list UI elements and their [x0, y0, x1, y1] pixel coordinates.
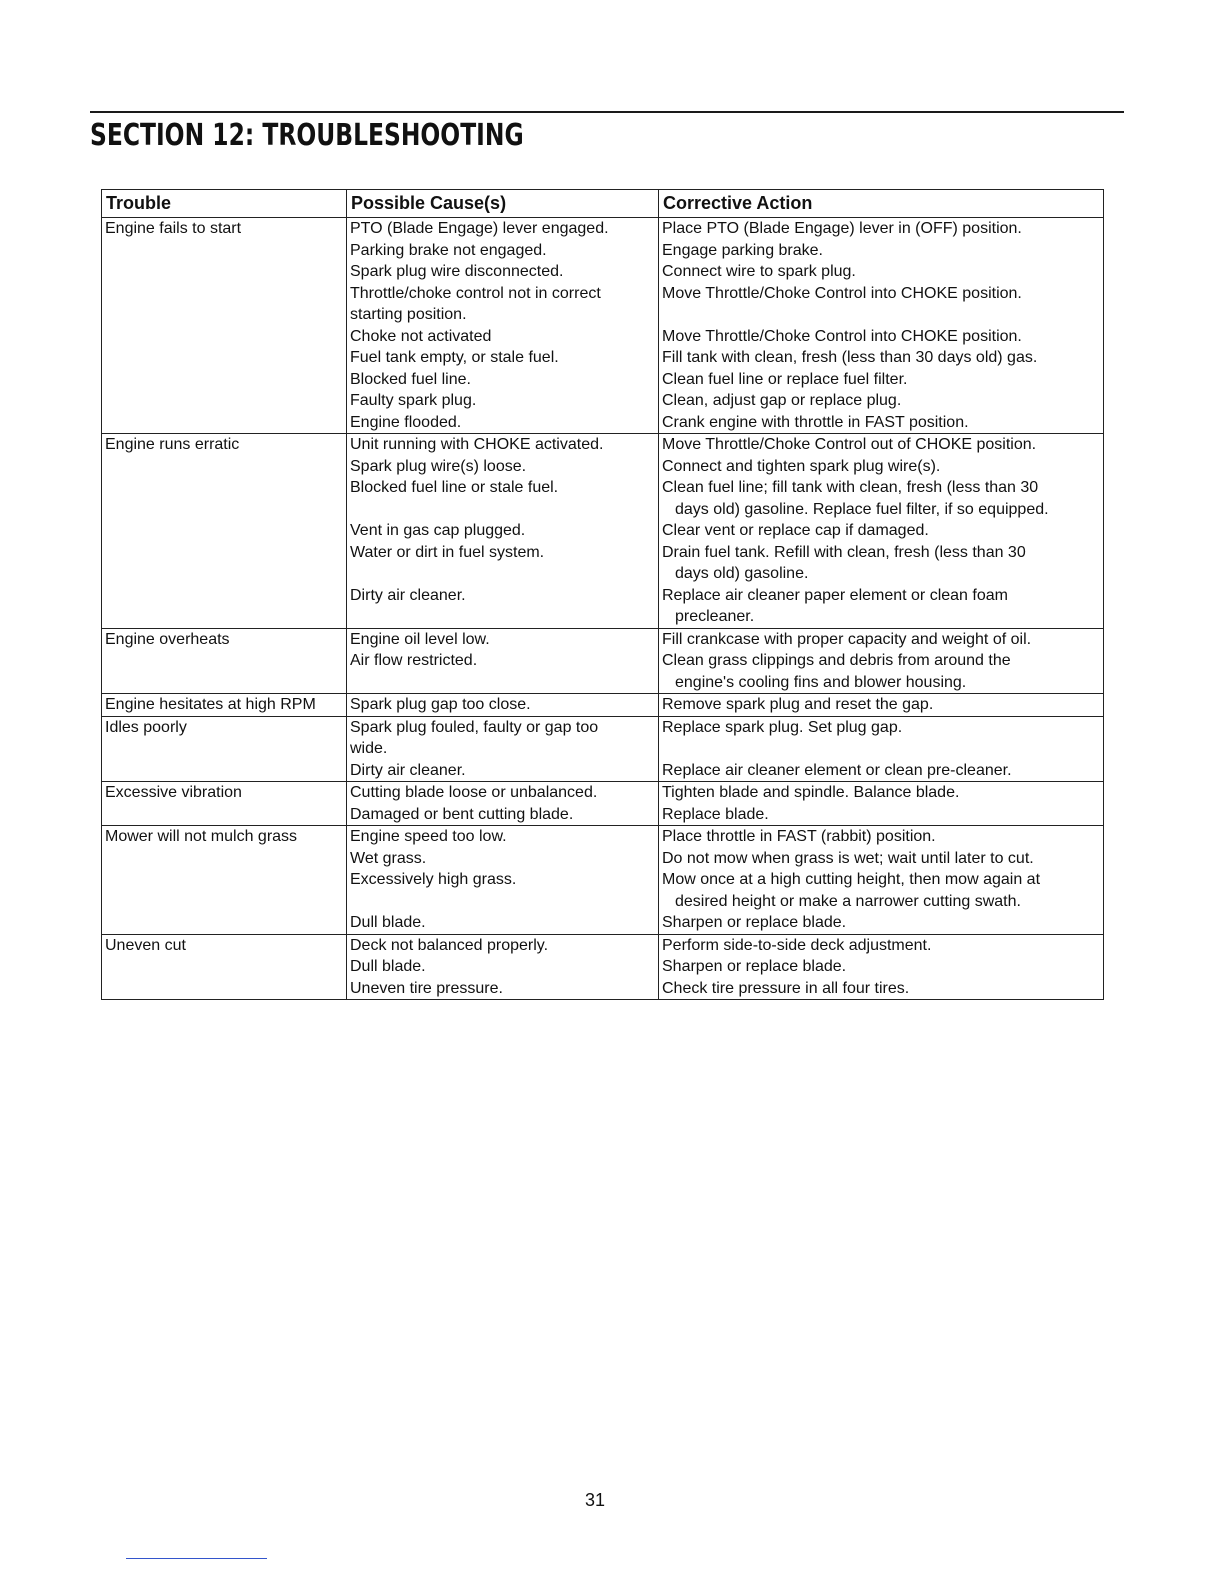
cause-line: Blocked fuel line or stale fuel. — [350, 479, 559, 496]
action-cell — [659, 694, 1104, 717]
cause-line: Water or dirt in fuel system. — [350, 543, 545, 561]
table-header-row — [102, 190, 1104, 218]
cause-line: starting position. — [350, 306, 467, 323]
cause-line — [350, 499, 655, 521]
action-line — [662, 738, 1100, 760]
action-line: Drain fuel tank. Refill with clean, fresh (less than 30 — [662, 543, 1026, 561]
cause-line: Spark plug fouled, faulty or gap too — [350, 718, 599, 736]
cause-line: Fuel tank empty, or stale fuel. — [350, 349, 559, 366]
action-line: Perform side-to-side deck adjustment. — [662, 936, 932, 954]
cause-line: Wet grass. — [350, 849, 427, 867]
bottom-link-underline — [126, 1558, 267, 1559]
action-cell — [659, 826, 1104, 935]
cause-cell — [347, 826, 659, 935]
cause-cell — [347, 934, 659, 1000]
trouble-text: Engine runs erratic — [105, 436, 240, 453]
action-line: Move Throttle/Choke Control out of CHOKE position. — [662, 436, 1037, 453]
cause-line — [350, 606, 655, 628]
cause-cell — [347, 628, 659, 694]
action-line: Place throttle in FAST (rabbit) position. — [662, 828, 936, 845]
trouble-cell — [102, 934, 347, 1000]
trouble-text: Mower will not mulch grass — [105, 828, 298, 845]
action-line: Mow once at a high cutting height, then mow again at — [662, 871, 1041, 888]
header-corrective-action: Corrective Action — [659, 190, 1104, 218]
trouble-cell — [102, 826, 347, 935]
table-body — [102, 218, 1104, 1000]
cause-line: Vent in gas cap plugged. — [350, 522, 526, 539]
trouble-cell — [102, 716, 347, 782]
cause-line: Dull blade. — [350, 914, 426, 931]
page-number: 31 — [584, 1490, 606, 1510]
action-cell — [659, 434, 1104, 629]
table-row — [102, 694, 1104, 717]
table-row — [102, 628, 1104, 694]
action-line: Crank engine with throttle in FAST position. — [662, 413, 969, 431]
action-line: Clean grass clippings and debris from around the — [662, 652, 1011, 669]
trouble-text: Engine fails to start — [105, 220, 242, 237]
header-trouble: Trouble — [102, 190, 347, 218]
action-line: Fill crankcase with proper capacity and weight of oil. — [662, 630, 1032, 648]
cause-line: Spark plug wire disconnected. — [350, 263, 564, 280]
trouble-text: Idles poorly — [105, 718, 187, 736]
cause-line: Uneven tire pressure. — [350, 979, 503, 997]
action-line: Do not mow when grass is wet; wait until later to cut. — [662, 849, 1034, 867]
trouble-cell — [102, 628, 347, 694]
table-row — [102, 782, 1104, 826]
action-line: Tighten blade and spindle. Balance blade. — [662, 784, 960, 801]
action-cell — [659, 628, 1104, 694]
action-cell — [659, 218, 1104, 434]
action-line: Connect and tighten spark plug wire(s). — [662, 457, 941, 475]
cause-line: Parking brake not engaged. — [350, 241, 547, 259]
cause-line: Deck not balanced properly. — [350, 936, 549, 954]
cause-line — [350, 672, 655, 694]
trouble-text: Engine overheats — [105, 630, 230, 648]
table-row — [102, 434, 1104, 629]
action-line: Connect wire to spark plug. — [662, 263, 856, 280]
action-line: engine's cooling fins and blower housing. — [675, 673, 967, 691]
action-line: Clean, adjust gap or replace plug. — [662, 392, 902, 409]
action-line: Fill tank with clean, fresh (less than 30 days old) gas. — [662, 349, 1038, 366]
cause-line: Spark plug wire(s) loose. — [350, 457, 527, 475]
cause-line: Blocked fuel line. — [350, 370, 471, 388]
cause-line: Engine flooded. — [350, 413, 462, 431]
cause-line: Dirty air cleaner. — [350, 586, 466, 604]
action-line: Sharpen or replace blade. — [662, 958, 847, 975]
trouble-text: Uneven cut — [105, 936, 186, 954]
cause-line: Choke not activated — [350, 327, 492, 345]
cause-line: Dirty air cleaner. — [350, 761, 466, 779]
trouble-text: Excessive vibration — [105, 784, 242, 801]
cause-line: Engine oil level low. — [350, 630, 490, 648]
action-line: Replace air cleaner paper element or clean foam — [662, 586, 1008, 604]
action-line: Move Throttle/Choke Control into CHOKE position. — [662, 327, 1022, 345]
action-line: Replace spark plug. Set plug gap. — [662, 718, 903, 736]
cause-line: Faulty spark plug. — [350, 392, 477, 409]
troubleshooting-table — [101, 189, 1104, 1000]
trouble-cell — [102, 782, 347, 826]
cause-line: Cutting blade loose or unbalanced. — [350, 784, 598, 801]
action-line: Clear vent or replace cap if damaged. — [662, 522, 929, 539]
cause-line: Dull blade. — [350, 958, 426, 975]
action-line: Sharpen or replace blade. — [662, 914, 847, 931]
cause-cell — [347, 434, 659, 629]
cause-cell — [347, 782, 659, 826]
action-line: Clean fuel line; fill tank with clean, fresh (less than 30 — [662, 479, 1039, 496]
action-line: desired height or make a narrower cutting swath. — [675, 892, 1021, 910]
section-title: SECTION 12: TROUBLESHOOTING — [90, 118, 524, 153]
cause-line: Damaged or bent cutting blade. — [350, 805, 574, 823]
action-line: precleaner. — [675, 608, 755, 625]
action-line: Place PTO (Blade Engage) lever in (OFF) position. — [662, 220, 1022, 237]
action-line: Remove spark plug and reset the gap. — [662, 696, 934, 713]
cause-line: Engine speed too low. — [350, 828, 507, 845]
top-rule — [90, 111, 1124, 113]
table-row — [102, 716, 1104, 782]
cause-line: Air flow restricted. — [350, 652, 478, 669]
cause-line: PTO (Blade Engage) lever engaged. — [350, 220, 609, 237]
cause-line: Spark plug gap too close. — [350, 696, 531, 713]
action-line: Replace air cleaner element or clean pre-cleaner. — [662, 761, 1012, 779]
action-line: Engage parking brake. — [662, 241, 823, 259]
trouble-cell — [102, 218, 347, 434]
action-cell — [659, 782, 1104, 826]
trouble-text: Engine hesitates at high RPM — [105, 696, 316, 713]
trouble-cell — [102, 434, 347, 629]
action-line: Replace blade. — [662, 805, 769, 823]
cause-line: Throttle/choke control not in correct — [350, 284, 601, 302]
action-line: Check tire pressure in all four tires. — [662, 979, 910, 997]
cause-line — [350, 563, 655, 585]
cause-line: wide. — [350, 740, 388, 757]
cause-line — [350, 891, 655, 913]
action-line: Clean fuel line or replace fuel filter. — [662, 370, 908, 388]
cause-line: Excessively high grass. — [350, 871, 517, 888]
action-line: Move Throttle/Choke Control into CHOKE position. — [662, 284, 1022, 302]
trouble-cell — [102, 694, 347, 717]
cause-line: Unit running with CHOKE activated. — [350, 436, 604, 453]
cause-cell — [347, 716, 659, 782]
table-row — [102, 218, 1104, 434]
action-line — [662, 304, 1100, 326]
action-line: days old) gasoline. — [675, 565, 809, 582]
action-cell — [659, 934, 1104, 1000]
table-row — [102, 934, 1104, 1000]
table-row — [102, 826, 1104, 935]
cause-cell — [347, 218, 659, 434]
cause-cell — [347, 694, 659, 717]
action-line: days old) gasoline. Replace fuel filter, if so equipped. — [675, 500, 1049, 518]
action-cell — [659, 716, 1104, 782]
header-possible-causes: Possible Cause(s) — [347, 190, 659, 218]
